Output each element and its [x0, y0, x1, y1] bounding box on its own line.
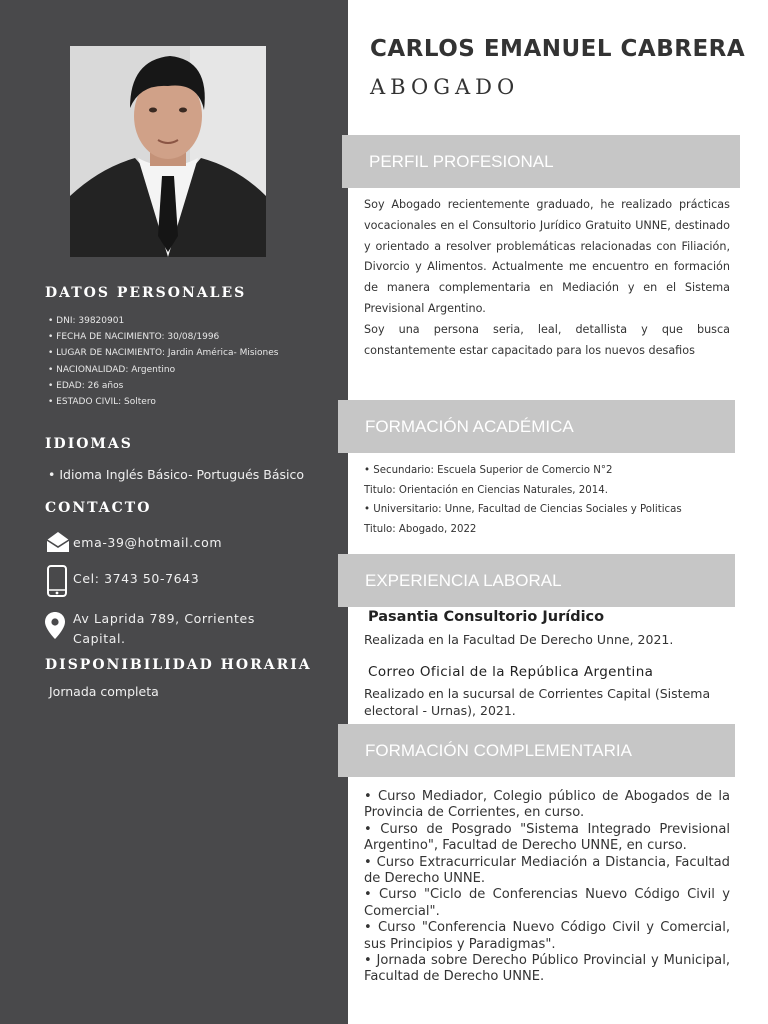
- complementary-item: • Curso de Posgrado "Sistema Integrado Previsional Argentino", Facultad de Derecho UNNE, en curso.: [364, 821, 730, 854]
- section-band-education: [338, 400, 735, 453]
- complementary-item: • Curso Mediador, Colegio público de Abogados de la Provincia de Corrientes, en curso.: [364, 789, 730, 821]
- job-description: Realizado en la sucursal de Corrientes Capital (Sistema electoral - Urnas), 2021.: [364, 686, 711, 718]
- person-portrait-image: [70, 46, 266, 257]
- education-line: Titulo: Abogado, 2022: [364, 523, 477, 535]
- education-list: [364, 461, 730, 539]
- email-link[interactable]: ema-39@hotmail.com: [73, 535, 223, 550]
- education-line: Titulo: Orientación en Ciencias Naturales, 2014.: [364, 484, 608, 496]
- section-title: FORMACIÓN COMPLEMENTARIA: [365, 741, 632, 760]
- complementary-item: • Curso "Ciclo de Conferencias Nuevo Código Civil y Comercial".: [364, 887, 730, 919]
- complementary-item: • Curso "Conferencia Nuevo Código Civil y Comercial, sus Principios y Paradigmas".: [364, 920, 730, 952]
- profession-title: ABOGADO: [370, 75, 520, 99]
- phone-number[interactable]: Cel: 3743 50-7643: [73, 571, 200, 586]
- job-title: Pasantia Consultorio Jurídico: [368, 609, 605, 625]
- personal-data-heading: DATOS PERSONALES: [45, 285, 247, 301]
- personal-data-item: • LUGAR DE NACIMIENTO: Jardin América- Misiones: [48, 348, 279, 359]
- personal-data-item: • EDAD: 26 años: [48, 380, 124, 391]
- section-band-complementary: [338, 724, 735, 777]
- education-line: • Universitario: Unne, Facultad de Ciencias Sociales y Politicas: [364, 504, 682, 515]
- section-band-experience: [338, 554, 735, 607]
- section-title: EXPERIENCIA LABORAL: [365, 571, 562, 590]
- candidate-name: CARLOS EMANUEL CABRERA: [370, 36, 746, 62]
- sidebar: [0, 0, 348, 1024]
- section-band-profile: [342, 135, 740, 188]
- section-title: PERFIL PROFESIONAL: [369, 152, 554, 171]
- contact-heading: CONTACTO: [45, 500, 152, 516]
- complementary-item: • Curso Extracurricular Mediación a Distancia, Facultad de Derecho UNNE.: [364, 854, 730, 887]
- personal-data-list: [48, 313, 278, 410]
- complementary-item: • Jornada sobre Derecho Público Provincial y Municipal, Facultad de Derecho UNNE.: [364, 953, 730, 985]
- profile-photo: [70, 46, 266, 257]
- education-line: • Secundario: Escuela Superior de Comercio N°2: [364, 465, 613, 476]
- availability-heading: DISPONIBILIDAD HORARIA: [45, 657, 312, 673]
- personal-data-item: • DNI: 39820901: [48, 316, 125, 326]
- location-pin-icon: [45, 612, 65, 640]
- section-title: FORMACIÓN ACADÉMICA: [365, 417, 574, 436]
- personal-data-item: • ESTADO CIVIL: Soltero: [48, 397, 156, 408]
- profile-paragraph: Soy una persona seria, leal, detallista y que busca constantemente estar capacitado para los nuevos desafios: [364, 322, 730, 357]
- envelope-icon: [46, 531, 70, 553]
- languages-heading: IDIOMAS: [45, 436, 133, 452]
- personal-data-item: • NACIONALIDAD: Argentino: [48, 364, 176, 375]
- availability-text: Jornada completa: [49, 684, 159, 699]
- complementary-list: [364, 789, 730, 986]
- job-title: Correo Oficial de la República Argentina: [368, 664, 654, 680]
- personal-data-item: • FECHA DE NACIMIENTO: 30/08/1996: [48, 332, 220, 343]
- phone-icon: [47, 565, 67, 597]
- profile-summary: [364, 195, 730, 361]
- profile-paragraph: Soy Abogado recientemente graduado, he realizado prácticas vocacionales en el Consultorio Jurídico Gratuito UNNE, destinado y orientado a resolver problemáticas relacionadas con Filiación, Divorcio y Alimentos. Actualmente me encuentro en formación de manera complementaria en Mediación y en el Sistema Previsional Argentino.: [364, 198, 730, 315]
- job-description: Realizada en la Facultad De Derecho Unne, 2021.: [364, 632, 674, 647]
- languages-text: • Idioma Inglés Básico- Portugués Básico: [48, 467, 305, 482]
- address-text: Av Laprida 789, Corrientes Capital.: [73, 611, 255, 646]
